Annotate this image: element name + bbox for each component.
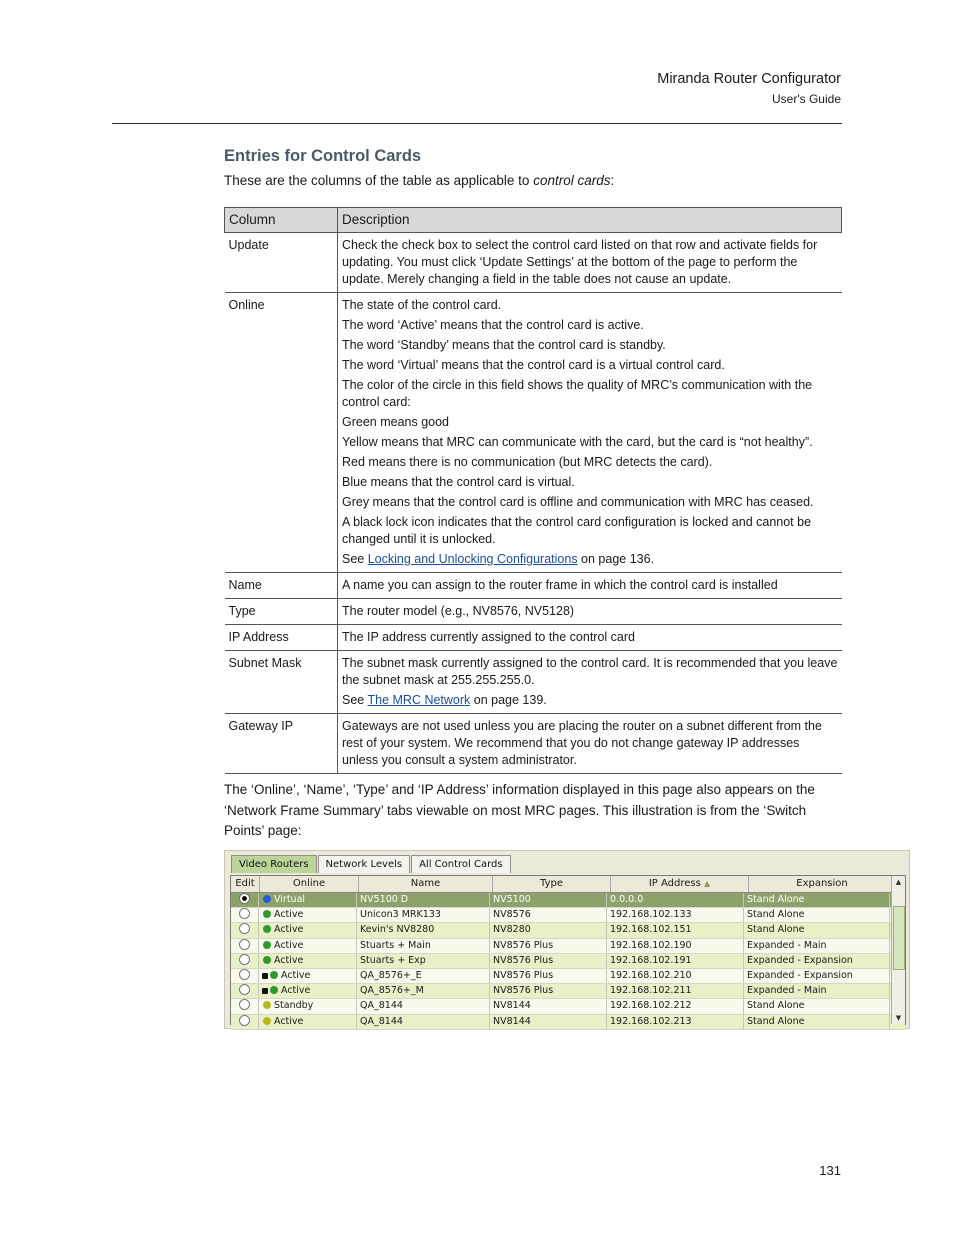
row-description (338, 233, 842, 293)
status-circle-icon (263, 895, 271, 903)
grid-rows (231, 893, 905, 1030)
online-cell (259, 969, 357, 983)
grid-row[interactable] (231, 984, 905, 999)
row-column-name: Gateway IP (225, 714, 338, 774)
online-status-text: Active (274, 954, 304, 966)
row-column-name: IP Address (225, 625, 338, 651)
status-circle-icon (263, 956, 271, 964)
table-row (225, 573, 842, 599)
description-line: Check the check box to select the control card listed on that row and activate fields for updating. You must click ‘Update Settings’ at the bottom of the page to perform the update. Merely changing a field in the table does not cause an update. (342, 238, 818, 286)
edit-radio-button[interactable] (239, 908, 250, 919)
online-status-text: Active (274, 909, 304, 921)
cross-reference (342, 692, 838, 709)
see-prefix: See (342, 552, 368, 566)
ip-address-cell: 192.168.102.213 (607, 1015, 744, 1029)
control-cards-grid (230, 875, 906, 1025)
description-line: A black lock icon indicates that the control card configuration is locked and cannot be changed until it is unlocked. (342, 515, 812, 546)
scroll-thumb[interactable] (893, 906, 905, 970)
grid-row[interactable] (231, 939, 905, 954)
expansion-cell: Expanded - Expansion (744, 954, 890, 968)
sort-ascending-icon: ▲ (704, 879, 711, 888)
page-number: 131 (819, 1163, 841, 1178)
table-row (225, 714, 842, 774)
status-circle-icon (270, 986, 278, 994)
row-description (338, 714, 842, 774)
name-cell: QA_8576+_E (357, 969, 490, 983)
tab-video-routers[interactable]: Video Routers (231, 855, 317, 873)
intro-suffix: : (610, 173, 615, 188)
scroll-down-icon[interactable]: ▼ (895, 1014, 902, 1022)
description-line: Blue means that the control card is virtual. (342, 475, 575, 489)
online-cell (259, 908, 357, 922)
edit-radio-button[interactable] (239, 984, 250, 995)
description-line: The word ‘Active’ means that the control card is active. (342, 318, 644, 332)
grid-row[interactable] (231, 999, 905, 1014)
type-cell: NV8576 Plus (490, 984, 607, 998)
grid-row[interactable] (231, 969, 905, 984)
edit-cell (231, 923, 259, 937)
network-frame-summary-screenshot (224, 850, 910, 1029)
description-line: Yellow means that MRC can communicate with the card, but the card is “not healthy”. (342, 435, 813, 449)
edit-radio-button[interactable] (239, 939, 250, 950)
intro-prefix: These are the columns of the table as applicable to (224, 173, 534, 188)
ip-col-label: IP Address (648, 878, 701, 889)
online-cell (259, 939, 357, 953)
online-status-text: Active (274, 1015, 304, 1027)
lock-icon (262, 988, 268, 994)
type-cell: NV8576 Plus (490, 939, 607, 953)
expansion-cell: Stand Alone (744, 908, 890, 922)
intro-text (224, 173, 614, 188)
name-cell: Stuarts + Main (357, 939, 490, 953)
description-line: Grey means that the control card is offline and communication with MRC has ceased. (342, 495, 814, 509)
grid-col-edit[interactable]: Edit (231, 876, 260, 892)
edit-radio-button[interactable] (239, 954, 250, 965)
edit-cell (231, 954, 259, 968)
expansion-cell: Stand Alone (744, 893, 890, 907)
row-description (338, 599, 842, 625)
row-column-name: Subnet Mask (225, 651, 338, 714)
expansion-cell: Stand Alone (744, 923, 890, 937)
edit-radio-button[interactable] (239, 1015, 250, 1026)
tab-strip (231, 855, 512, 874)
ip-address-cell: 192.168.102.151 (607, 923, 744, 937)
expansion-cell: Expanded - Expansion (744, 969, 890, 983)
expansion-cell: Stand Alone (744, 1015, 890, 1029)
edit-cell (231, 939, 259, 953)
table-header-row (225, 208, 842, 233)
online-cell (259, 954, 357, 968)
edit-cell (231, 999, 259, 1013)
row-description (338, 293, 842, 573)
name-cell: Stuarts + Exp (357, 954, 490, 968)
vertical-scrollbar[interactable] (891, 876, 905, 1024)
table-row (225, 625, 842, 651)
description-line: Red means there is no communication (but MRC detects the card). (342, 455, 713, 469)
status-circle-icon (263, 1017, 271, 1025)
edit-radio-button[interactable] (239, 923, 250, 934)
description-line: The IP address currently assigned to the control card (342, 630, 635, 644)
edit-cell (231, 969, 259, 983)
online-status-text: Active (281, 985, 311, 997)
grid-row[interactable] (231, 923, 905, 938)
table-row (225, 293, 842, 573)
row-column-name: Online (225, 293, 338, 573)
edit-cell (231, 893, 259, 907)
grid-col-online[interactable]: Online (260, 876, 359, 892)
type-cell: NV8576 Plus (490, 954, 607, 968)
grid-row[interactable] (231, 893, 905, 908)
grid-col-ip-address[interactable] (611, 876, 749, 892)
description-line: The subnet mask currently assigned to the control card. It is recommended that you leave the subnet mask at 255.255.255.0. (342, 656, 838, 687)
type-cell: NV8144 (490, 1015, 607, 1029)
grid-col-expansion[interactable]: Expansion (749, 876, 896, 892)
type-cell: NV8280 (490, 923, 607, 937)
status-circle-icon (263, 941, 271, 949)
description-line: The router model (e.g., NV8576, NV5128) (342, 604, 575, 618)
header-subtitle: User's Guide (772, 92, 841, 106)
header-rule (112, 123, 842, 124)
cross-reference (342, 551, 838, 568)
see-suffix: on page 139. (470, 693, 547, 707)
description-line: The color of the circle in this field shows the quality of MRC’s communication with the control card: (342, 378, 813, 409)
body-paragraph: The ‘Online’, ‘Name’, ‘Type’ and ‘IP Address’ information displayed in this page also appears on the ‘Network Frame Summary’ tabs viewable on most MRC pages. This illustration is from the ‘Switch Points’ page: (224, 782, 815, 838)
cross-reference-link[interactable]: Locking and Unlocking Configurations (367, 552, 578, 566)
expansion-cell: Stand Alone (744, 999, 890, 1013)
expansion-cell: Expanded - Main (744, 939, 890, 953)
see-suffix: on page 136. (577, 552, 655, 566)
online-status-text: Active (274, 924, 304, 936)
name-cell: Kevin's NV8280 (357, 923, 490, 937)
edit-radio-button[interactable] (239, 969, 250, 980)
header-title: Miranda Router Configurator (657, 71, 841, 87)
cross-reference-link[interactable]: The MRC Network (367, 693, 471, 707)
edit-radio-button[interactable] (239, 893, 250, 904)
table-row (225, 599, 842, 625)
tab-all-control-cards[interactable]: All Control Cards (411, 855, 511, 873)
ip-address-cell: 192.168.102.190 (607, 939, 744, 953)
row-column-name: Name (225, 573, 338, 599)
description-line: Gateways are not used unless you are placing the router on a subnet different from the rest of your system. We recommend that you do not change gateway IP addresses unless you consult a system administrator. (342, 719, 822, 767)
control-cards-table (224, 207, 842, 774)
status-circle-icon (270, 971, 278, 979)
intro-emphasis: control cards (533, 173, 611, 188)
type-cell: NV8576 (490, 908, 607, 922)
scroll-up-icon[interactable]: ▲ (895, 878, 902, 886)
column-header: Column (225, 208, 338, 233)
ip-address-cell: 192.168.102.210 (607, 969, 744, 983)
see-prefix: See (342, 693, 368, 707)
online-status-text: Active (274, 939, 304, 951)
online-status-text: Virtual (274, 894, 306, 905)
grid-header (231, 876, 905, 893)
name-cell: NV5100 D (357, 893, 490, 907)
description-line: The word ‘Standby’ means that the control card is standby. (342, 338, 666, 352)
edit-radio-button[interactable] (239, 999, 250, 1010)
row-column-name: Update (225, 233, 338, 293)
row-column-name: Type (225, 599, 338, 625)
online-cell (259, 1015, 357, 1029)
description-header: Description (338, 208, 842, 233)
type-cell: NV8576 Plus (490, 969, 607, 983)
edit-cell (231, 984, 259, 998)
grid-col-name[interactable]: Name (359, 876, 493, 892)
online-cell (259, 984, 357, 998)
status-circle-icon (263, 910, 271, 918)
row-description (338, 573, 842, 599)
section-title: Entries for Control Cards (224, 147, 422, 165)
grid-row[interactable] (231, 908, 905, 923)
ip-address-cell: 192.168.102.191 (607, 954, 744, 968)
ip-address-cell: 0.0.0.0 (607, 893, 744, 907)
description-line: A name you can assign to the router frame in which the control card is installed (342, 578, 778, 592)
table-row (225, 233, 842, 293)
expansion-cell: Expanded - Main (744, 984, 890, 998)
description-line: The state of the control card. (342, 298, 502, 312)
name-cell: QA_8576+_M (357, 984, 490, 998)
name-cell: QA_8144 (357, 999, 490, 1013)
grid-row[interactable] (231, 954, 905, 969)
ip-address-cell: 192.168.102.212 (607, 999, 744, 1013)
tab-network-levels[interactable]: Network Levels (318, 855, 411, 873)
online-cell (259, 923, 357, 937)
description-line: The word ‘Virtual’ means that the control card is a virtual control card. (342, 358, 725, 372)
status-circle-icon (263, 1001, 271, 1009)
row-description (338, 651, 842, 714)
ip-address-cell: 192.168.102.211 (607, 984, 744, 998)
lock-icon (262, 973, 268, 979)
edit-cell (231, 908, 259, 922)
name-cell: Unicon3 MRK133 (357, 908, 490, 922)
description-line: Green means good (342, 415, 450, 429)
table-row (225, 651, 842, 714)
online-cell (259, 893, 357, 907)
name-cell: QA_8144 (357, 1015, 490, 1029)
type-cell: NV5100 (490, 893, 607, 907)
type-cell: NV8144 (490, 999, 607, 1013)
online-status-text: Standby (274, 1000, 314, 1012)
ip-address-cell: 192.168.102.133 (607, 908, 744, 922)
grid-col-type[interactable]: Type (493, 876, 611, 892)
online-status-text: Active (281, 969, 311, 981)
table-body (225, 233, 842, 774)
online-cell (259, 999, 357, 1013)
grid-row[interactable] (231, 1015, 905, 1030)
status-circle-icon (263, 925, 271, 933)
edit-cell (231, 1015, 259, 1029)
row-description (338, 625, 842, 651)
